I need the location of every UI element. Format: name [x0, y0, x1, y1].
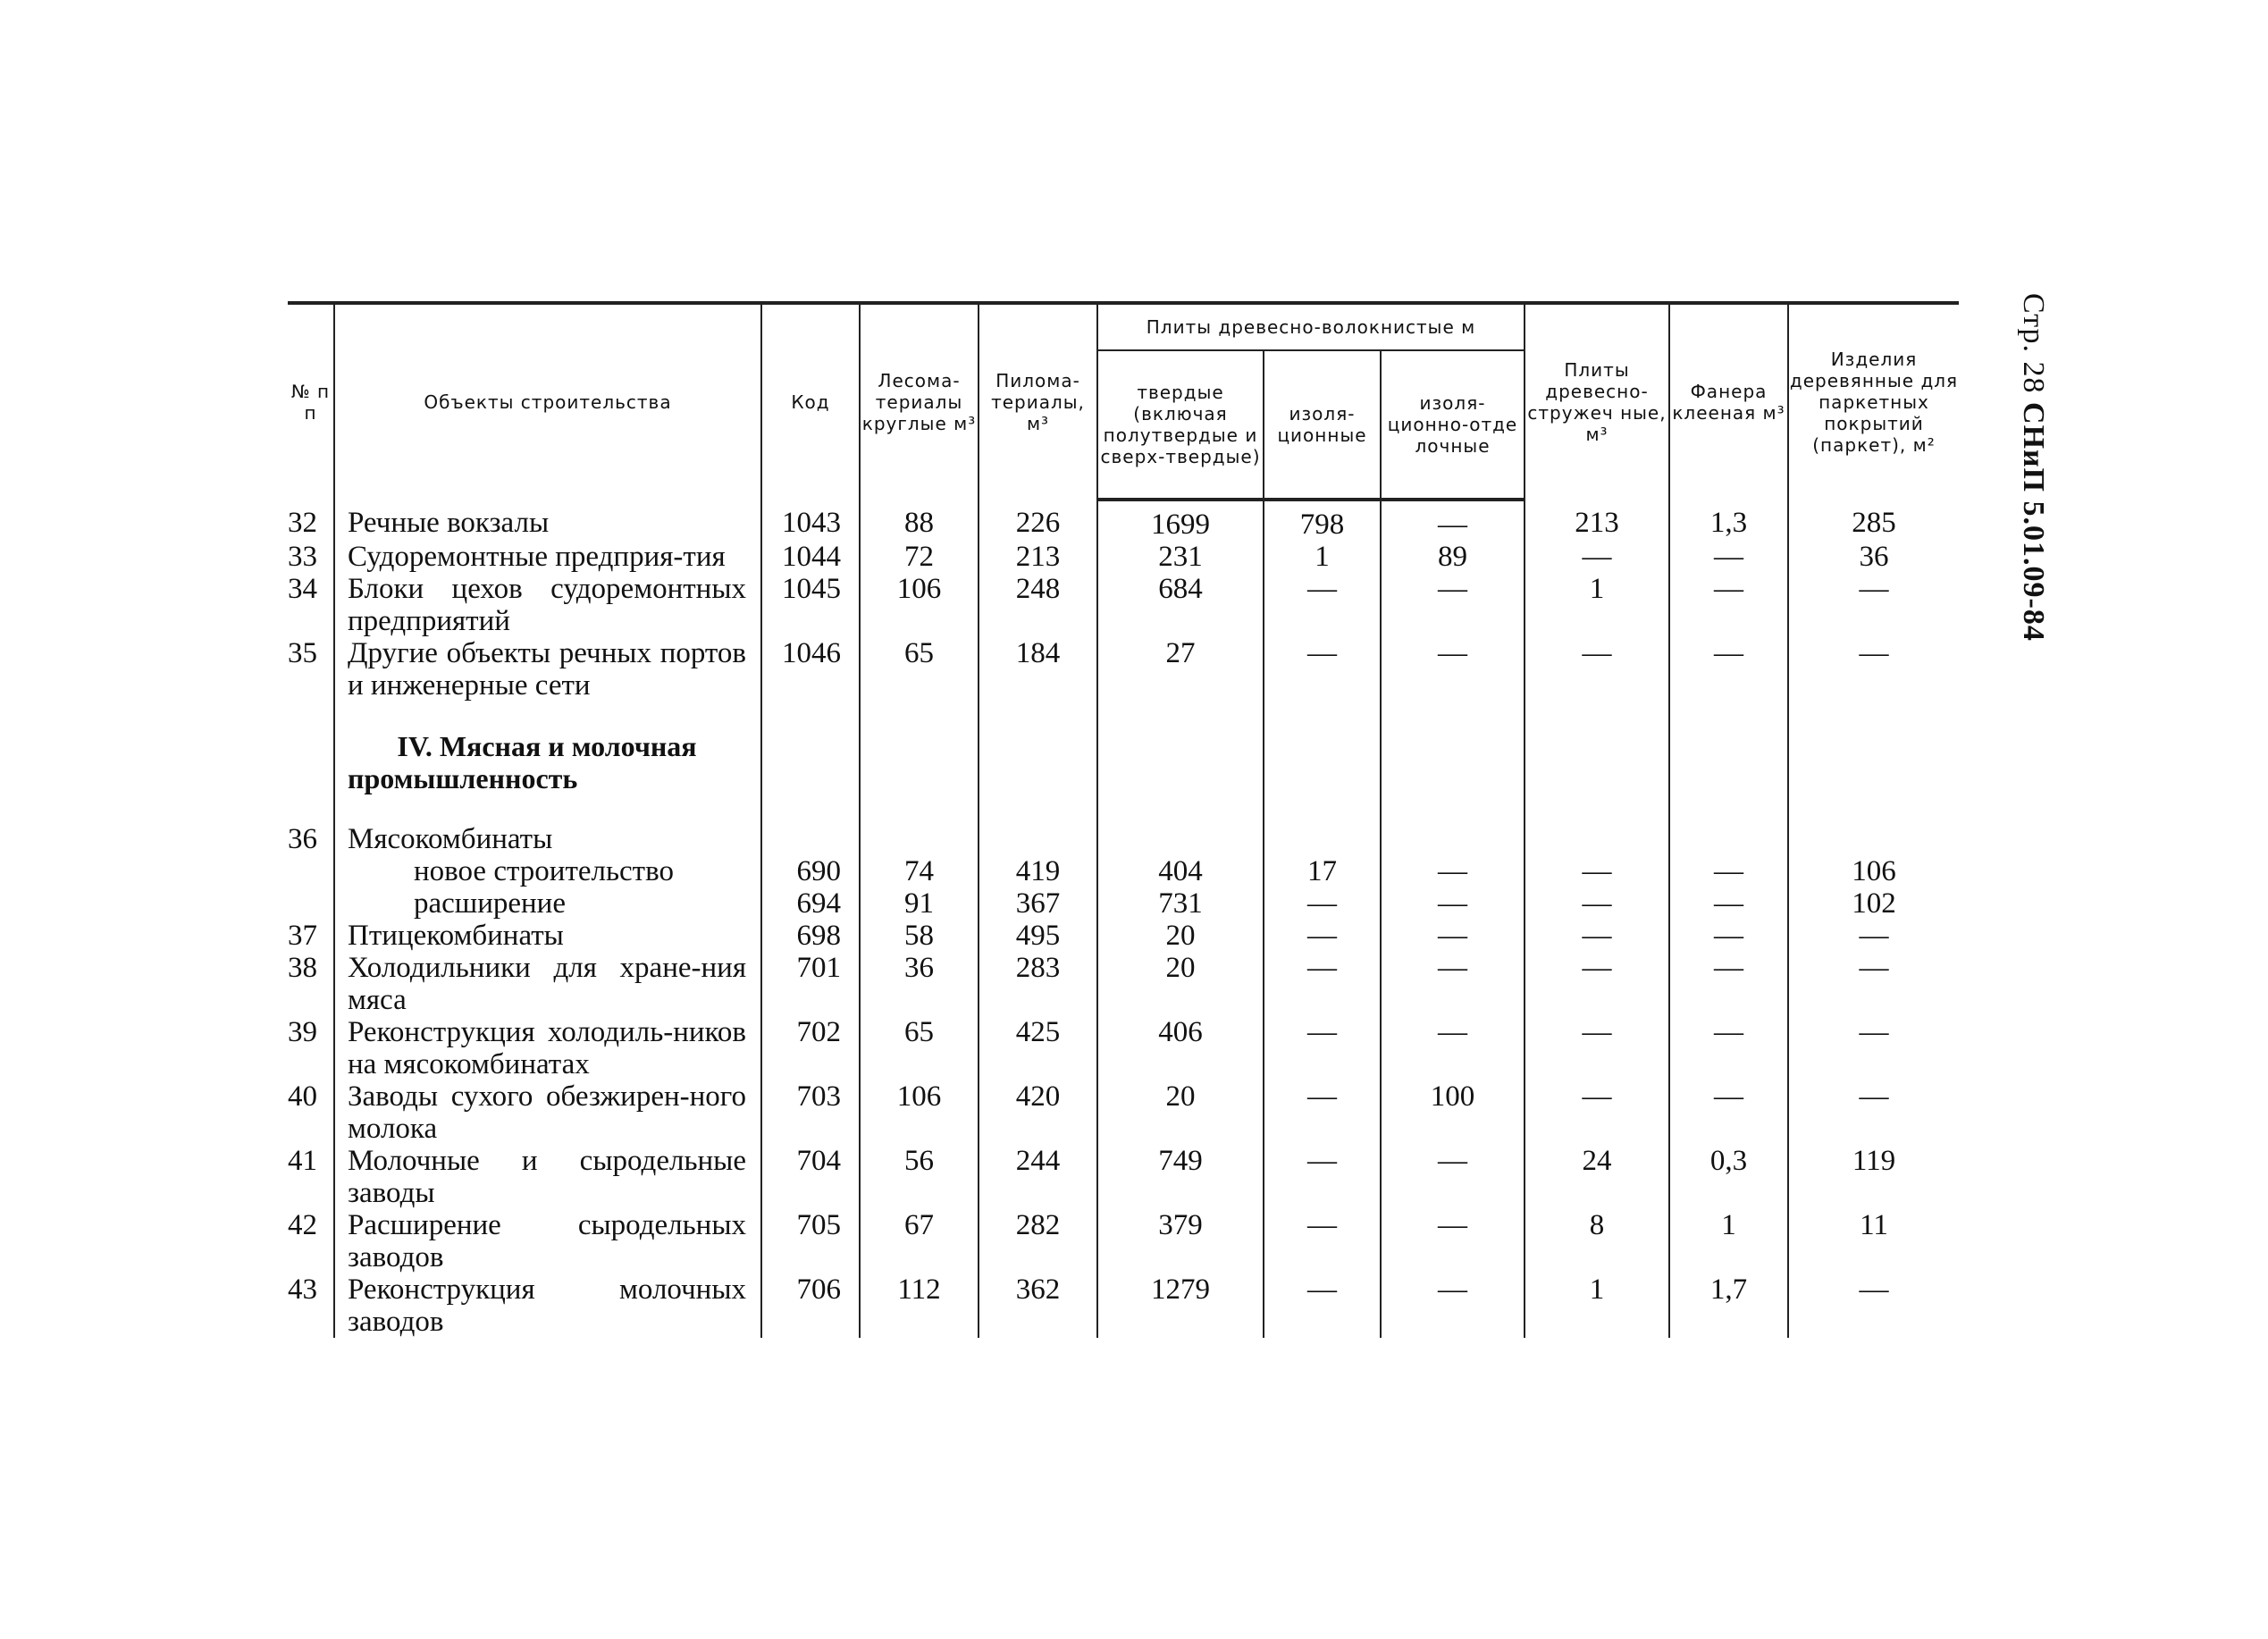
insulating-value: —	[1264, 1080, 1381, 1145]
particleboard-value: —	[1525, 541, 1669, 573]
parquet-value	[1788, 823, 1959, 855]
insul-finish-value	[1381, 823, 1525, 855]
header-hard-fiberboard: твердые (включая полутвердые и сверх-твердые)	[1097, 350, 1264, 500]
insul-finish-value: —	[1381, 637, 1525, 702]
roundwood-value: 65	[860, 637, 979, 702]
sawn-value: 248	[979, 573, 1097, 637]
header-num: № п п	[288, 303, 334, 500]
table-row	[288, 1016, 1959, 1080]
table-row	[288, 920, 1959, 952]
table-row	[288, 1209, 1959, 1273]
sawn-value: 362	[979, 1273, 1097, 1338]
insulating-value: —	[1264, 1273, 1381, 1338]
table-row	[288, 1080, 1959, 1145]
insul-finish-value: —	[1381, 1145, 1525, 1209]
parquet-value: 102	[1788, 887, 1959, 920]
insul-finish-value: —	[1381, 1273, 1525, 1338]
plywood-value: 0,3	[1669, 1145, 1788, 1209]
roundwood-value: 36	[860, 952, 979, 1016]
particleboard-value: 213	[1525, 500, 1669, 541]
materials-norms-table	[288, 301, 1959, 1338]
sawn-value: 244	[979, 1145, 1097, 1209]
sawn-value: 282	[979, 1209, 1097, 1273]
insulating-value: —	[1264, 920, 1381, 952]
particleboard-value: 1	[1525, 573, 1669, 637]
particleboard-value: —	[1525, 1016, 1669, 1080]
roundwood-value: 88	[860, 500, 979, 541]
sawn-value: 495	[979, 920, 1097, 952]
document-code: СНиП 5.01.09-84	[2017, 402, 2050, 642]
hard-fiberboard-value: 406	[1097, 1016, 1264, 1080]
object-name: Реконструкция холодиль-ников на мясокомбинатах	[348, 1016, 746, 1080]
hard-fiberboard-value: 684	[1097, 573, 1264, 637]
particleboard-value: —	[1525, 920, 1669, 952]
particleboard-value: 8	[1525, 1209, 1669, 1273]
object-code: 702	[761, 1016, 860, 1080]
row-number: 35	[288, 637, 317, 669]
row-number	[288, 855, 334, 887]
object-name: Реконструкция молочных заводов	[348, 1273, 746, 1338]
insulating-value: —	[1264, 952, 1381, 1016]
header-parquet: Изделия деревянные для паркетных покрытий (паркет), м²	[1788, 303, 1959, 500]
object-code: 706	[761, 1273, 860, 1338]
table-row	[288, 887, 1959, 920]
object-code: 1046	[761, 637, 860, 702]
roundwood-value: 58	[860, 920, 979, 952]
sawn-value: 283	[979, 952, 1097, 1016]
insul-finish-value: —	[1381, 1016, 1525, 1080]
plywood-value: —	[1669, 1080, 1788, 1145]
object-name: Мясокомбинаты	[348, 823, 553, 855]
roundwood-value: 106	[860, 573, 979, 637]
row-number: 40	[288, 1080, 317, 1113]
hard-fiberboard-value: 20	[1097, 952, 1264, 1016]
plywood-value: —	[1669, 855, 1788, 887]
sawn-value: 419	[979, 855, 1097, 887]
table-row	[288, 1273, 1959, 1338]
roundwood-value: 67	[860, 1209, 979, 1273]
hard-fiberboard-value: 20	[1097, 1080, 1264, 1145]
table-row	[288, 1145, 1959, 1209]
object-name: Птицекомбинаты	[348, 920, 564, 952]
parquet-value: —	[1788, 1273, 1959, 1338]
hard-fiberboard-value: 27	[1097, 637, 1264, 702]
parquet-value: —	[1788, 952, 1959, 1016]
table-row	[288, 855, 1959, 887]
hard-fiberboard-value: 1279	[1097, 1273, 1264, 1338]
insul-finish-value: —	[1381, 855, 1525, 887]
table-body	[288, 500, 1959, 1338]
sawn-value: 367	[979, 887, 1097, 920]
hard-fiberboard-value	[1097, 823, 1264, 855]
insulating-value: 17	[1264, 855, 1381, 887]
table-row	[288, 500, 1959, 541]
roundwood-value: 65	[860, 1016, 979, 1080]
plywood-value: —	[1669, 1016, 1788, 1080]
particleboard-value: —	[1525, 855, 1669, 887]
object-name: Судоремонтные предприя-тия	[348, 541, 726, 573]
table-row	[288, 823, 1959, 855]
object-name: Блоки цехов судоремонтных предприятий	[348, 573, 746, 637]
page-number-label: Стр. 28	[2017, 293, 2050, 394]
object-code: 705	[761, 1209, 860, 1273]
object-name: Расширение сыродельных заводов	[348, 1209, 746, 1273]
object-name: Заводы сухого обезжирен-ного молока	[348, 1080, 746, 1145]
plywood-value: —	[1669, 887, 1788, 920]
sawn-value: 213	[979, 541, 1097, 573]
particleboard-value: 24	[1525, 1145, 1669, 1209]
insulating-value: —	[1264, 1016, 1381, 1080]
insul-finish-value: 100	[1381, 1080, 1525, 1145]
object-code: 701	[761, 952, 860, 1016]
parquet-value: —	[1788, 1080, 1959, 1145]
row-number: 33	[288, 541, 317, 573]
sawn-value	[979, 823, 1097, 855]
hard-fiberboard-value: 731	[1097, 887, 1264, 920]
roundwood-value: 91	[860, 887, 979, 920]
roundwood-value: 74	[860, 855, 979, 887]
plywood-value: —	[1669, 541, 1788, 573]
object-code: 1044	[761, 541, 860, 573]
hard-fiberboard-value: 379	[1097, 1209, 1264, 1273]
object-name: расширение	[414, 887, 566, 920]
parquet-value: 106	[1788, 855, 1959, 887]
plywood-value: —	[1669, 952, 1788, 1016]
object-code: 698	[761, 920, 860, 952]
roundwood-value: 112	[860, 1273, 979, 1338]
particleboard-value: 1	[1525, 1273, 1669, 1338]
row-number: 43	[288, 1273, 317, 1306]
hard-fiberboard-value: 20	[1097, 920, 1264, 952]
parquet-value: —	[1788, 637, 1959, 702]
insul-finish-value: —	[1381, 952, 1525, 1016]
roundwood-value	[860, 823, 979, 855]
section-title: IV. Мясная и молочная промышленность	[348, 730, 697, 794]
roundwood-value: 72	[860, 541, 979, 573]
insulating-value: —	[1264, 637, 1381, 702]
row-number: 36	[288, 823, 317, 855]
parquet-value: 36	[1788, 541, 1959, 573]
insul-finish-value: —	[1381, 573, 1525, 637]
header-insulating: изоля-ционные	[1264, 350, 1381, 500]
plywood-value: —	[1669, 573, 1788, 637]
sawn-value: 226	[979, 500, 1097, 541]
particleboard-value: —	[1525, 952, 1669, 1016]
object-name: Другие объекты речных портов и инженерные сети	[348, 637, 746, 702]
hard-fiberboard-value: 749	[1097, 1145, 1264, 1209]
hard-fiberboard-value: 1699	[1097, 500, 1264, 541]
insulating-value: —	[1264, 573, 1381, 637]
table-row	[288, 637, 1959, 702]
object-code: 704	[761, 1145, 860, 1209]
parquet-value: —	[1788, 1016, 1959, 1080]
insul-finish-value: 89	[1381, 541, 1525, 573]
sawn-value: 420	[979, 1080, 1097, 1145]
particleboard-value: —	[1525, 887, 1669, 920]
hard-fiberboard-value: 404	[1097, 855, 1264, 887]
table-row	[288, 541, 1959, 573]
particleboard-value: —	[1525, 1080, 1669, 1145]
object-name: Молочные и сыродельные заводы	[348, 1145, 746, 1209]
row-number: 42	[288, 1209, 317, 1241]
object-code: 694	[761, 887, 860, 920]
plywood-value: 1,7	[1669, 1273, 1788, 1338]
row-number: 41	[288, 1145, 317, 1177]
header-sawn-timber: Пилома-териалы, м³	[979, 303, 1097, 500]
object-name: новое строительство	[414, 855, 674, 887]
header-code: Код	[761, 303, 860, 500]
row-number: 39	[288, 1016, 317, 1048]
plywood-value	[1669, 823, 1788, 855]
parquet-value: 285	[1788, 500, 1959, 541]
plywood-value: —	[1669, 920, 1788, 952]
insulating-value: —	[1264, 1145, 1381, 1209]
table-row	[288, 573, 1959, 637]
parquet-value: 11	[1788, 1209, 1959, 1273]
plywood-value: —	[1669, 637, 1788, 702]
insul-finish-value: —	[1381, 920, 1525, 952]
insulating-value: 798	[1264, 500, 1381, 541]
parquet-value: —	[1788, 920, 1959, 952]
section-row	[288, 702, 1959, 823]
row-number: 32	[288, 507, 317, 539]
object-name: Речные вокзалы	[348, 507, 550, 539]
table-row	[288, 952, 1959, 1016]
plywood-value: 1,3	[1669, 500, 1788, 541]
header-objects: Объекты строительства	[334, 303, 761, 500]
object-code	[761, 823, 860, 855]
header-particleboard: Плиты древесно-стружеч ные, м³	[1525, 303, 1669, 500]
object-code: 1043	[761, 500, 860, 541]
parquet-value: —	[1788, 573, 1959, 637]
object-name: Холодильники для хране-ния мяса	[348, 952, 746, 1016]
insul-finish-value: —	[1381, 887, 1525, 920]
object-code: 1045	[761, 573, 860, 637]
row-number	[288, 887, 334, 920]
header-plywood: Фанера клееная м³	[1669, 303, 1788, 500]
header-roundwood: Лесома-териалы круглые м³	[860, 303, 979, 500]
parquet-value: 119	[1788, 1145, 1959, 1209]
page-side-label	[2016, 293, 2050, 642]
insulating-value: —	[1264, 1209, 1381, 1273]
sawn-value: 425	[979, 1016, 1097, 1080]
roundwood-value: 56	[860, 1145, 979, 1209]
particleboard-value	[1525, 823, 1669, 855]
plywood-value: 1	[1669, 1209, 1788, 1273]
particleboard-value: —	[1525, 637, 1669, 702]
row-number: 34	[288, 573, 317, 605]
roundwood-value: 106	[860, 1080, 979, 1145]
header-fiberboard-group: Плиты древесно-волокнистые м	[1097, 303, 1525, 350]
hard-fiberboard-value: 231	[1097, 541, 1264, 573]
row-number: 38	[288, 952, 317, 984]
object-code: 690	[761, 855, 860, 887]
row-number: 37	[288, 920, 317, 952]
insul-finish-value: —	[1381, 500, 1525, 541]
header-insulating-finishing: изоля-ционно-отде лочные	[1381, 350, 1525, 500]
object-code: 703	[761, 1080, 860, 1145]
insulating-value: —	[1264, 887, 1381, 920]
insulating-value	[1264, 823, 1381, 855]
insulating-value: 1	[1264, 541, 1381, 573]
sawn-value: 184	[979, 637, 1097, 702]
insul-finish-value: —	[1381, 1209, 1525, 1273]
